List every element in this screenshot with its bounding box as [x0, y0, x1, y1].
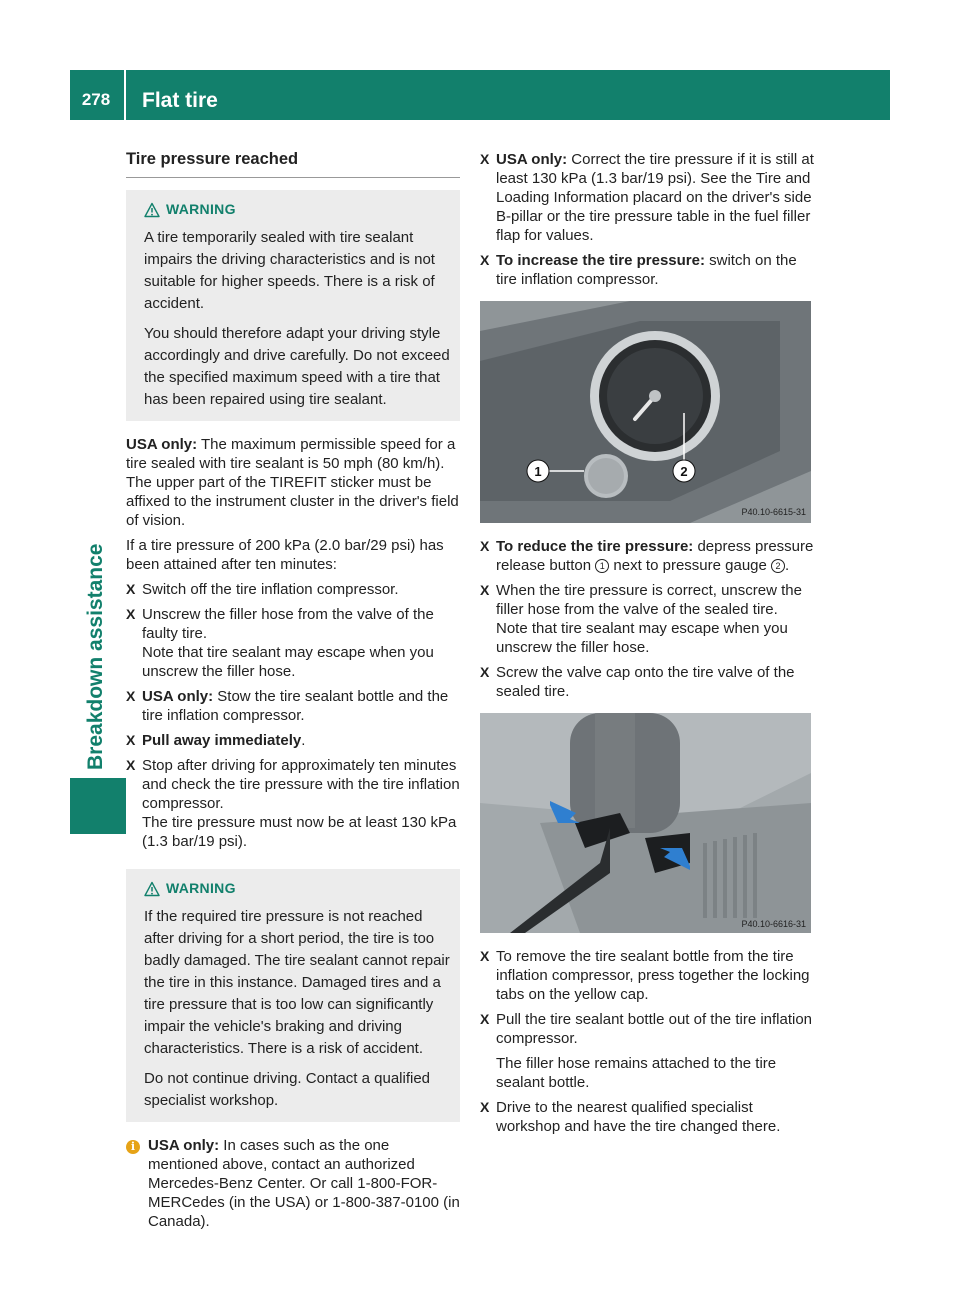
step-text: next to pressure gauge — [609, 557, 772, 574]
step-marker-icon: X — [480, 1011, 490, 1027]
step-item — [480, 1098, 814, 1136]
step-item — [126, 605, 460, 681]
step-text: switch on the tire inflation compressor. — [496, 252, 797, 288]
warning-text: Do not continue driving. Contact a qualified specialist workshop. — [144, 1070, 431, 1109]
step-lead: To reduce the tire pressure: — [496, 538, 694, 555]
usa-note-text: The maximum permissible speed for a tire sealed with tire sealant is 50 mph (80 km/h). The upper part of the TIREFIT sticker must be affixed to the instrument cluster in the driver's field of vision. — [126, 436, 459, 529]
info-lead: USA only: — [148, 1137, 220, 1154]
step-body — [142, 687, 460, 725]
step-body — [496, 581, 814, 657]
step-text: . — [301, 732, 306, 749]
step-item — [480, 947, 814, 1004]
usa-note — [126, 435, 460, 530]
step-body — [142, 731, 460, 750]
step-text: . — [785, 557, 790, 574]
figure-code: P40.10-6615-31 — [741, 507, 806, 517]
step-text: To remove the tire sealant bottle from the tire inflation compressor, press together the locking tabs on the yellow cap. — [496, 948, 810, 1003]
step-marker-icon: X — [480, 948, 490, 964]
warning-triangle-icon — [144, 202, 160, 218]
step-text: Switch off the tire inflation compressor. — [142, 581, 399, 598]
callout-1-ref: 1 — [595, 559, 609, 573]
step-marker-icon: X — [480, 252, 490, 268]
callout-1: 1 — [534, 464, 542, 479]
step-body — [496, 150, 814, 245]
warning-text: You should therefore adapt your driving style accordingly and drive carefully. Do not exceed the specified maximum speed with a tire that has been repaired using tire sealant. — [144, 325, 450, 408]
pressure-paragraph: If a tire pressure of 200 kPa (2.0 bar/29 psi) has been attained after ten minutes: — [126, 537, 444, 573]
step-note: Note that tire sealant may escape when you unscrew the filler hose. — [142, 644, 434, 680]
info-body — [148, 1136, 460, 1231]
step-item — [480, 581, 814, 657]
page-number: 278 — [81, 90, 111, 109]
step-marker-icon: X — [126, 732, 136, 748]
step-marker-icon: X — [480, 1099, 490, 1115]
step-body — [142, 605, 460, 681]
step-lead: To increase the tire pressure: — [496, 252, 705, 269]
header-divider — [124, 70, 126, 120]
side-tab-marker — [70, 778, 126, 834]
info-icon-wrap — [126, 1136, 148, 1231]
step-text: Unscrew the filler hose from the valve of the faulty tire. — [142, 606, 434, 642]
warning-box — [126, 869, 460, 1122]
step-item — [126, 731, 460, 750]
callout-2-ref: 2 — [771, 559, 785, 573]
step-body — [496, 251, 814, 289]
step-body — [496, 537, 814, 575]
step-item — [480, 251, 814, 289]
step-item — [126, 756, 460, 851]
step-text: When the tire pressure is correct, unscrew the filler hose from the valve of the sealed tire. — [496, 582, 802, 618]
left-column — [126, 150, 460, 1231]
right-column — [480, 150, 814, 1142]
callout-2: 2 — [680, 464, 688, 479]
step-item — [480, 1010, 814, 1092]
page-title: Flat tire — [142, 89, 218, 112]
step-body — [496, 1010, 814, 1092]
step-marker-icon: X — [126, 757, 136, 773]
step-text: Stop after driving for approximately ten minutes and check the tire pressure with the tire inflation compressor. — [142, 757, 460, 812]
step-item — [480, 663, 814, 701]
step-marker-icon: X — [480, 538, 490, 554]
step-lead: USA only: — [142, 688, 214, 705]
step-lead: USA only: — [496, 151, 568, 168]
info-text: In cases such as the one mentioned above, contact an authorized Mercedes-Benz Center. Or call 1-800-FOR-MERCedes (in the USA) or 1-800-387-0100 (in Canada). — [148, 1137, 460, 1230]
step-note: Note that tire sealant may escape when you unscrew the filler hose. — [496, 620, 788, 656]
warning-label: WARNING — [166, 880, 236, 896]
step-item — [126, 687, 460, 725]
step-marker-icon: X — [126, 581, 136, 597]
warning-triangle-icon — [144, 881, 160, 897]
warning-text: If the required tire pressure is not reached after driving for a short period, the tire is too badly damaged. The tire sealant cannot repair the tire in this instance. Damaged tires and a tire pressure that is too low can significantly impair the vehicle's braking and driving characteristics. There is a risk of accident. — [144, 908, 450, 1057]
step-marker-icon: X — [126, 688, 136, 704]
usa-note-lead: USA only: — [126, 436, 198, 453]
warning-box — [126, 190, 460, 421]
sealant-bottle-figure — [480, 713, 811, 933]
section-title: Tire pressure reached — [126, 150, 460, 178]
step-lead: Pull away immediately — [142, 732, 302, 749]
step-note: The tire pressure must now be at least 130 kPa (1.3 bar/19 psi). — [142, 814, 457, 850]
step-item — [126, 580, 460, 599]
figure-code: P40.10-6616-31 — [741, 919, 806, 929]
step-marker-icon: X — [480, 582, 490, 598]
step-text: depress pressure release button — [496, 538, 814, 574]
warning-text: A tire temporarily sealed with tire sealant impairs the driving characteristics and is not suitable for higher speeds. There is a risk of accident. — [144, 229, 435, 312]
info-icon: i — [126, 1140, 140, 1154]
warning-header — [144, 879, 450, 898]
step-item — [480, 537, 814, 575]
step-marker-icon: X — [480, 151, 490, 167]
warning-label: WARNING — [166, 201, 236, 217]
warning-header — [144, 200, 450, 219]
step-text: Pull the tire sealant bottle out of the tire inflation compressor. — [496, 1011, 813, 1047]
step-text: Stow the tire sealant bottle and the tire inflation compressor. — [142, 688, 449, 724]
step-marker-icon: X — [480, 664, 490, 680]
step-text: Drive to the nearest qualified specialist workshop and have the tire changed there. — [496, 1099, 781, 1135]
step-text: Correct the tire pressure if it is still at least 130 kPa (1.3 bar/19 psi). See the Tire and Loading Information placard on the driver's side B-pillar or the tire pressure table in the fuel filler flap for values. — [496, 151, 814, 244]
info-note — [126, 1136, 460, 1231]
step-note: The filler hose remains attached to the tire sealant bottle. — [496, 1055, 777, 1091]
step-text: Screw the valve cap onto the tire valve of the sealed tire. — [496, 664, 795, 700]
step-body — [142, 756, 460, 851]
side-tab-text: Breakdown assistance — [84, 543, 107, 770]
compressor-gauge-figure — [480, 301, 811, 523]
step-marker-icon: X — [126, 606, 136, 622]
step-item — [480, 150, 814, 245]
